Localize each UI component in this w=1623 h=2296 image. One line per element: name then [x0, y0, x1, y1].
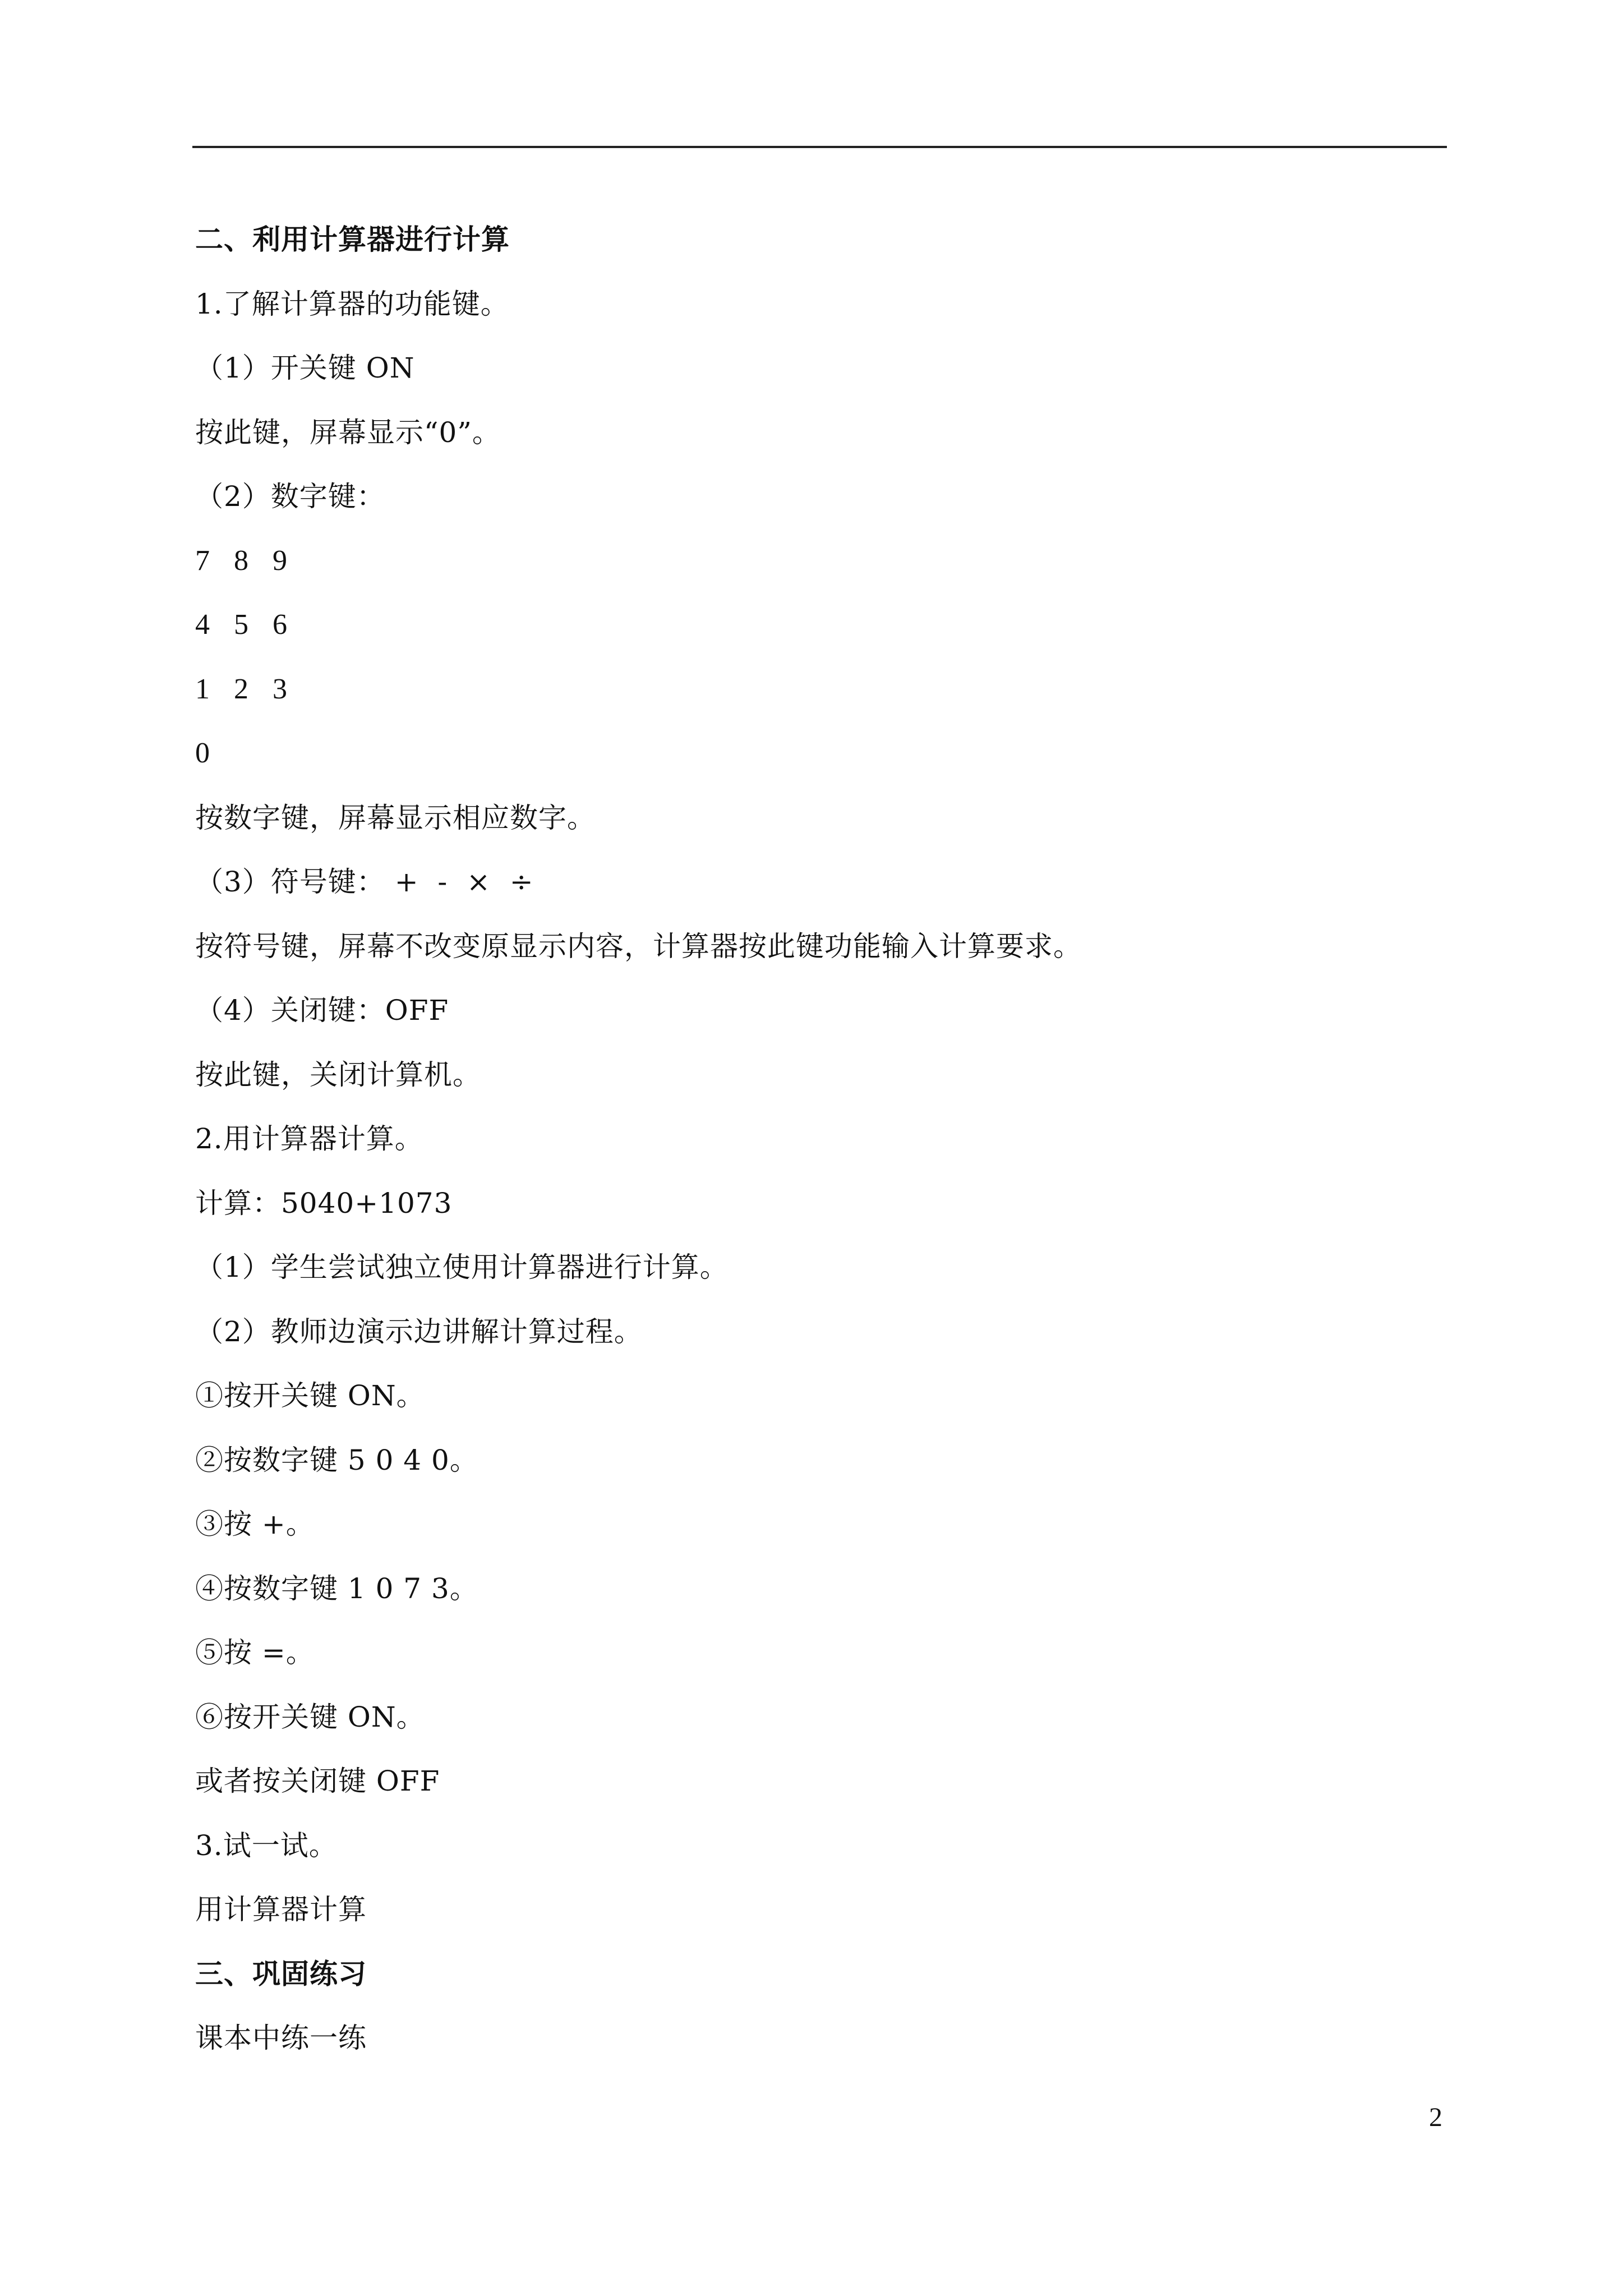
step-try-it: 3.试一试。 — [195, 1829, 338, 1862]
procedure-step-4: ④按数字键 1 0 7 3。 — [195, 1572, 478, 1605]
procedure-alternative: 或者按关闭键 OFF — [195, 1765, 440, 1797]
number-keys-row-456: 4 5 6 — [195, 609, 288, 641]
page-number: 2 — [1429, 2102, 1442, 2132]
procedure-step-2: ②按数字键 5 0 4 0。 — [195, 1443, 478, 1476]
off-key-item: （4）关闭键：OFF — [195, 994, 449, 1027]
procedure-step-5: ⑤按 =。 — [195, 1636, 315, 1669]
symbol-keys-item: （3）符号键： + - × ÷ — [195, 866, 534, 898]
on-key-description: 按此键，屏幕显示“0”。 — [195, 416, 501, 449]
on-key-item: （1）开关键 ON — [195, 352, 415, 384]
procedure-step-1: ①按开关键 ON。 — [195, 1379, 425, 1412]
procedure-step-3: ③按 +。 — [195, 1508, 315, 1540]
number-keys-row-123: 1 2 3 — [195, 673, 288, 705]
procedure-step-6: ⑥按开关键 ON。 — [195, 1700, 425, 1733]
calculation-expression: 计算：5040+1073 — [195, 1186, 453, 1220]
student-try-item: （1）学生尝试独立使用计算器进行计算。 — [195, 1251, 728, 1283]
document-body — [195, 208, 1429, 2070]
teacher-demo-item: （2）教师边演示边讲解计算过程。 — [195, 1315, 643, 1348]
step-use-calculator: 2.用计算器计算。 — [195, 1122, 423, 1155]
step-learn-keys: 1.了解计算器的功能键。 — [195, 287, 509, 320]
number-keys-item: （2）数字键： — [195, 480, 385, 513]
number-keys-description: 按数字键，屏幕显示相应数字。 — [195, 801, 596, 834]
try-it-instruction: 用计算器计算 — [195, 1893, 367, 1926]
header-rule — [192, 146, 1447, 148]
section-heading-calculator: 二、利用计算器进行计算 — [195, 223, 510, 256]
section-heading-practice: 三、巩固练习 — [195, 1957, 367, 1990]
symbol-keys-description: 按符号键，屏幕不改变原显示内容，计算器按此键功能输入计算要求。 — [195, 930, 1082, 963]
number-keys-row-0: 0 — [195, 737, 210, 769]
practice-instruction: 课本中练一练 — [195, 2022, 367, 2054]
number-keys-row-789: 7 8 9 — [195, 544, 288, 577]
off-key-description: 按此键，关闭计算机。 — [195, 1058, 481, 1091]
